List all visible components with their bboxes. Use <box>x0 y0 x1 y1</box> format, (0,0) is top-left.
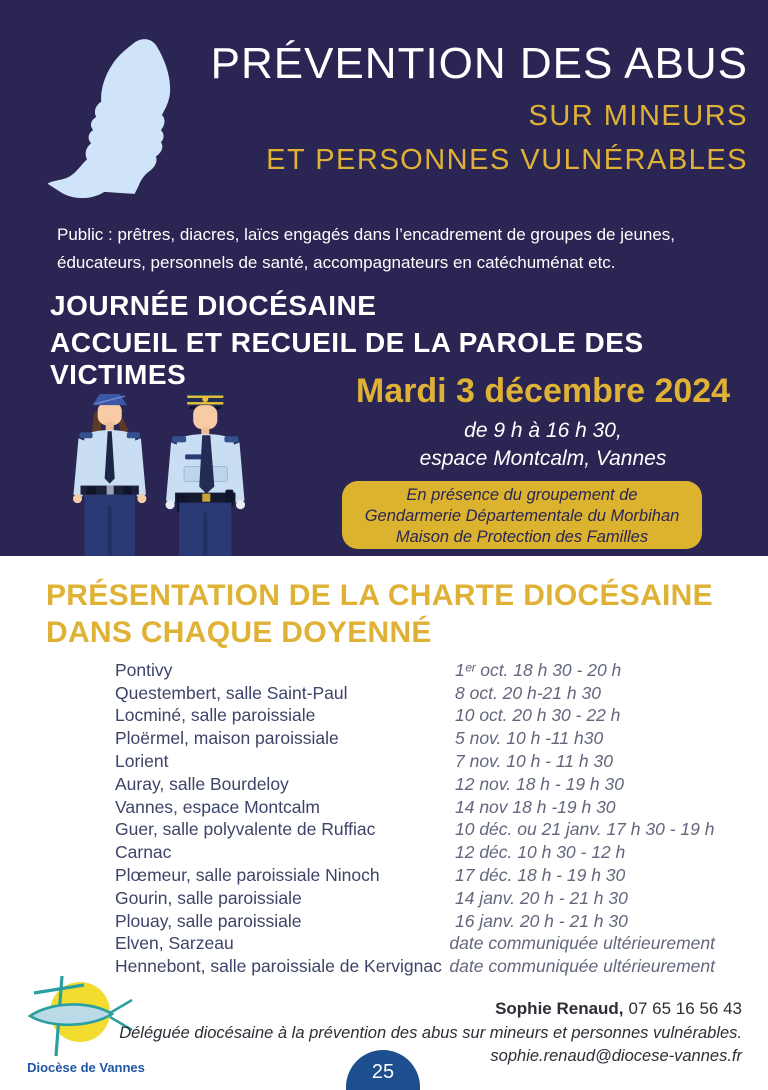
contact-name: Sophie Renaud, <box>495 999 624 1018</box>
audience-paragraph <box>57 221 717 277</box>
schedule-row <box>115 933 715 956</box>
child-profile-silhouette-icon <box>42 32 207 204</box>
schedule-row <box>115 682 715 705</box>
schedule-date: 10 déc. ou 21 janv. 17 h 30 - 19 h <box>455 819 715 840</box>
event-heading-2: ACCUEIL ET RECUEIL DE LA PAROLE DES VICTIMES <box>50 327 644 390</box>
schedule-row <box>115 659 715 682</box>
schedule-place: Lorient <box>115 751 169 772</box>
audience-line-2: éducateurs, personnels de santé, accompagnateurs en catéchuménat etc. <box>57 253 616 272</box>
schedule-date: 12 nov. 18 h - 19 h 30 <box>455 773 624 794</box>
contact-phone: 07 65 16 56 43 <box>628 999 742 1018</box>
male-gendarme <box>166 392 245 556</box>
page-number: 25 <box>371 1061 395 1083</box>
schedule-row <box>115 887 715 910</box>
schedule-row <box>115 841 715 864</box>
badge-line-3: Maison de Protection des Familles <box>395 528 649 546</box>
schedule-row <box>115 727 715 750</box>
gendarmerie-badge <box>342 481 702 549</box>
schedule-date: 5 nov. 10 h -11 h30 <box>455 728 604 749</box>
schedule-date: 1ᵉʳ oct. 18 h 30 - 20 h <box>455 659 622 680</box>
schedule-place: Questembert, salle Saint-Paul <box>115 682 348 703</box>
schedule-place: Vannes, espace Montcalm <box>115 796 320 817</box>
poster-title-block <box>211 40 748 175</box>
schedule-date: date communiquée ultérieurement <box>449 956 715 977</box>
schedule-date: 17 déc. 18 h - 19 h 30 <box>455 865 626 886</box>
schedule-row <box>115 705 715 728</box>
schedule-row <box>115 910 715 933</box>
contact-role: Déléguée diocésaine à la prévention des abus sur mineurs et personnes vulnérables. <box>119 1024 742 1042</box>
contact-email: sophie.renaud@diocese-vannes.fr <box>490 1047 742 1065</box>
event-date-block <box>340 372 746 471</box>
schedule-place: Plœmeur, salle paroissiale Ninoch <box>115 865 380 886</box>
schedule-row <box>115 796 715 819</box>
schedule-date: 16 janv. 20 h - 21 h 30 <box>455 910 628 931</box>
female-gendarme <box>73 394 146 556</box>
event-time: de 9 h à 16 h 30, <box>464 419 622 442</box>
audience-line-1: Public : prêtres, diacres, laïcs engagés dans l’encadrement de groupes de jeunes, <box>57 225 676 244</box>
schedule-date: 7 nov. 10 h - 11 h 30 <box>455 751 613 772</box>
schedule-list <box>115 659 715 978</box>
schedule-date: 8 oct. 20 h-21 h 30 <box>455 682 601 703</box>
schedule-place: Locminé, salle paroissiale <box>115 705 316 726</box>
schedule-heading-1: PRÉSENTATION DE LA CHARTE DIOCÉSAINE <box>46 579 713 612</box>
poster-subtitle-1: SUR MINEURS <box>528 100 748 133</box>
schedule-row <box>115 864 715 887</box>
contact-line <box>119 999 742 1019</box>
schedule-place: Guer, salle polyvalente de Ruffiac <box>115 819 376 840</box>
schedule-heading-2: DANS CHAQUE DOYENNÉ <box>46 616 432 649</box>
schedule-row <box>115 750 715 773</box>
schedule-place: Auray, salle Bourdeloy <box>115 773 289 794</box>
schedule-date: 14 nov 18 h -19 h 30 <box>455 796 616 817</box>
schedule-date: date communiquée ultérieurement <box>449 933 715 954</box>
schedule-row <box>115 955 715 978</box>
gendarmes-illustration <box>62 390 258 556</box>
schedule-row <box>115 819 715 842</box>
poster-title: PRÉVENTION DES ABUS <box>210 39 748 88</box>
schedule-place: Gourin, salle paroissiale <box>115 887 302 908</box>
schedule-place: Hennebont, salle paroissiale de Kervignac <box>115 956 442 977</box>
schedule-place: Pontivy <box>115 659 173 680</box>
event-date: Mardi 3 décembre 2024 <box>355 372 731 410</box>
schedule-place: Ploërmel, maison paroissiale <box>115 728 339 749</box>
schedule-date: 10 oct. 20 h 30 - 22 h <box>455 705 621 726</box>
logo-caption: Diocèse de Vannes <box>27 1060 145 1075</box>
event-place: espace Montcalm, Vannes <box>419 447 667 470</box>
schedule-place: Plouay, salle paroissiale <box>115 910 302 931</box>
badge-line-1: En présence du groupement de <box>406 486 638 504</box>
poster-subtitle-2: ET PERSONNES VULNÉRABLES <box>266 144 748 177</box>
schedule-date: 12 déc. 10 h 30 - 12 h <box>455 842 626 863</box>
schedule-place: Carnac <box>115 842 172 863</box>
badge-line-2: Gendarmerie Départementale du Morbihan <box>364 507 680 525</box>
schedule-date: 14 janv. 20 h - 21 h 30 <box>455 887 628 908</box>
event-heading-1: JOURNÉE DIOCÉSAINE <box>50 290 377 321</box>
schedule-place: Elven, Sarzeau <box>115 933 234 954</box>
contact-block <box>119 999 742 1066</box>
schedule-row <box>115 773 715 796</box>
